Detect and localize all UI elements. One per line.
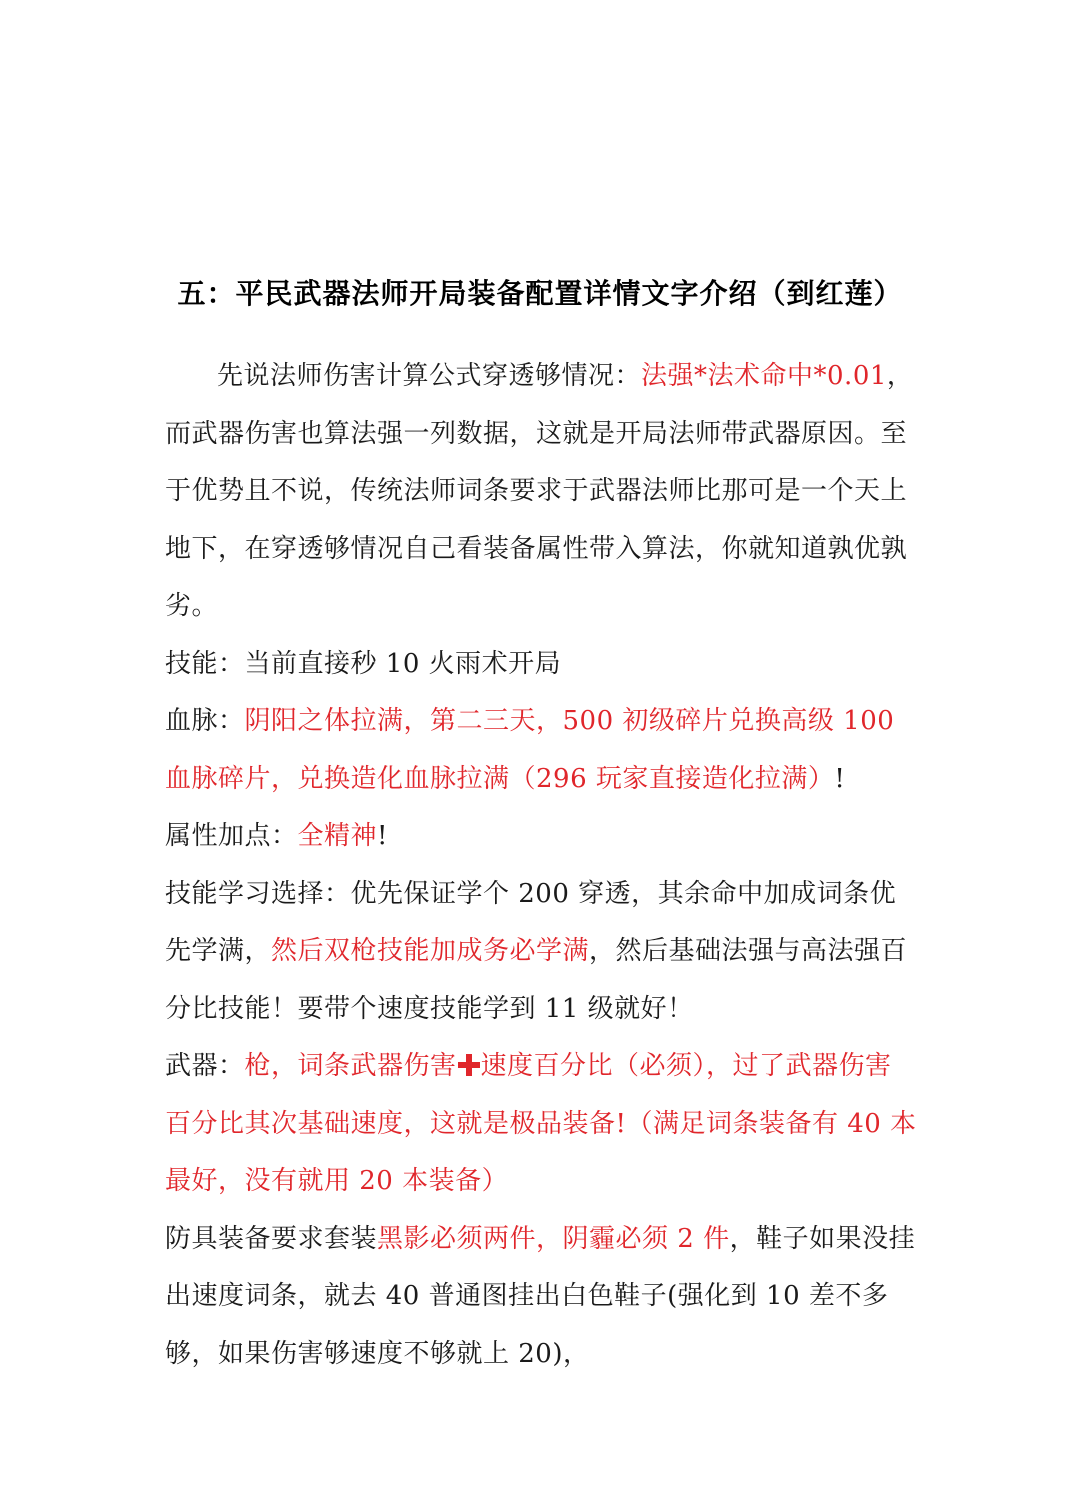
bloodline-paragraph: [165, 693, 917, 808]
attributes-end: !: [377, 821, 388, 851]
bloodline-label: 血脉：: [165, 706, 245, 736]
damage-formula: 法强*法术命中*0.01: [641, 361, 887, 391]
weapon-text-2: 速度百分比（必须），过了武器伤害百分比其次基础速度，这就是极品装备!（满足词条装备有 40 本最好，没有就用 20 本装备）: [165, 1051, 917, 1196]
skill-learning-part2: ，然后基础法强与高法强百分比技能！要带个速度技能学到 11 级就好！: [165, 936, 908, 1024]
intro-rest: ，而武器伤害也算法强一列数据，这就是开局法师带武器原因。至于优势且不说，传统法师词条要求于武器法师比那可是一个天上地下，在穿透够情况自己看装备属性带入算法，你就知道孰优孰劣。: [165, 361, 914, 621]
document-body: [165, 348, 917, 1383]
skill-paragraph: [165, 636, 917, 694]
skill-learning-highlight: 然后双枪技能加成务必学满: [271, 936, 590, 966]
intro-lead: 先说法师伤害计算公式穿透够情况：: [217, 361, 642, 391]
bloodline-text: 阴阳之体拉满，第二三天，500 初级碎片兑换高级 100 血脉碎片，兑换造化血脉拉满（296 玩家直接造化拉满）: [165, 706, 895, 794]
bloodline-end: !: [834, 763, 846, 794]
armor-part1: 防具装备要求套装: [165, 1223, 378, 1254]
armor-highlight-2: 阴霾必须 2 件: [562, 1223, 730, 1254]
weapon-text-1: 枪，词条武器伤害: [244, 1051, 457, 1081]
skill-learning-paragraph: [165, 866, 917, 1039]
weapon-label: 武器：: [165, 1051, 245, 1081]
armor-highlight-1: 黑影必须两件: [377, 1223, 537, 1254]
armor-paragraph: [165, 1211, 917, 1384]
armor-part2: ，鞋子如果没挂出速度词条，就去 40 普通图挂出白色鞋子(强化到 10 差不多够，如果伤害够速度不够就上 20)，: [165, 1223, 916, 1369]
red-plus-icon: [458, 1054, 480, 1076]
skill-label: 技能：: [165, 648, 245, 679]
attributes-label: 属性加点：: [165, 821, 298, 851]
intro-paragraph: [165, 348, 917, 636]
section-title: 五：平民武器法师开局装备配置详情文字介绍（到红莲）: [177, 277, 903, 310]
skill-learning-part1: 技能学习选择：优先保证学个 200 穿透，其余命中加成词条优先学满，: [165, 878, 897, 966]
armor-comma: ，: [536, 1223, 563, 1254]
attributes-text: 全精神: [297, 821, 378, 851]
attributes-paragraph: [165, 808, 917, 866]
weapon-paragraph: [165, 1038, 917, 1211]
skill-text: 当前直接秒 10 火雨术开局: [244, 648, 562, 679]
